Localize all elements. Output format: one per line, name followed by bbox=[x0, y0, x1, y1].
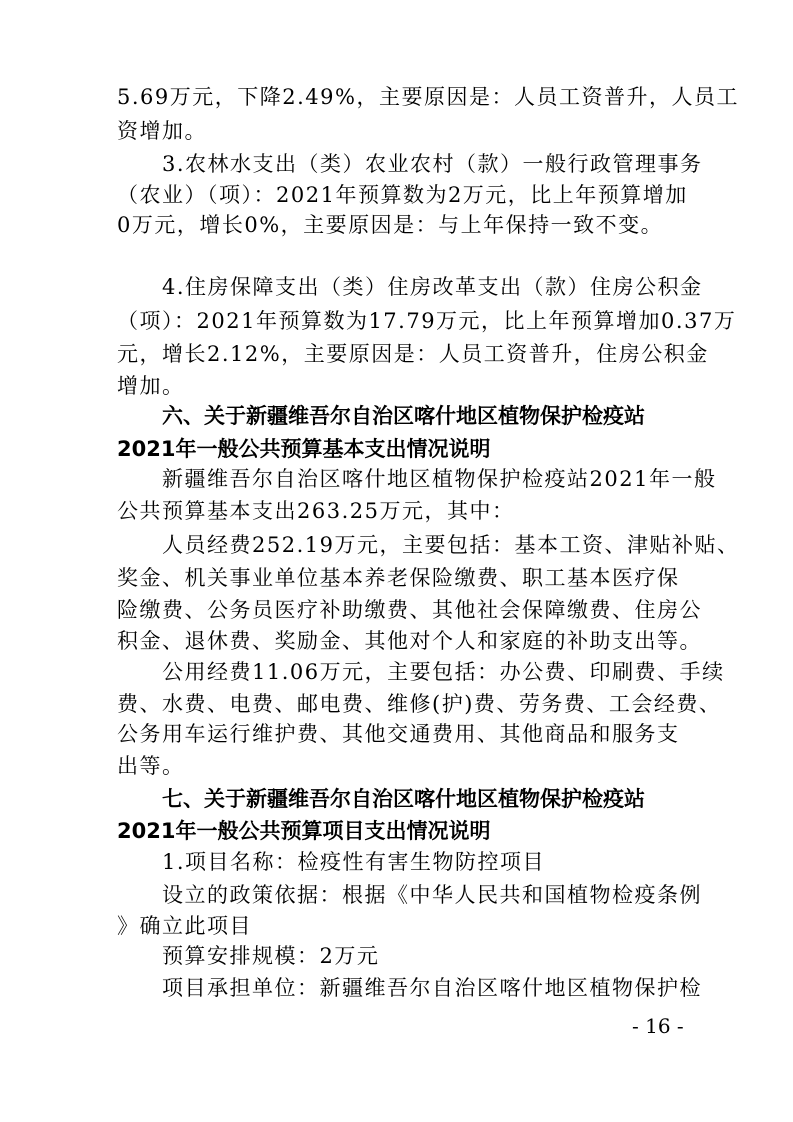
body-line: 险缴费、公务员医疗补助缴费、其他社会保障缴费、住房公 bbox=[117, 598, 702, 622]
body-line: 设立的政策依据：根据《中华人民共和国植物检疫条例 bbox=[162, 883, 702, 907]
body-line: 公务用车运行维护费、其他交通费用、其他商品和服务支 bbox=[117, 722, 680, 746]
body-line: 奖金、机关事业单位基本养老保险缴费、职工基本医疗保 bbox=[117, 566, 680, 590]
body-line: 项目承担单位：新疆维吾尔自治区喀什地区植物保护检 bbox=[162, 976, 702, 1000]
body-line: 》确立此项目 bbox=[117, 914, 252, 938]
body-line: （项）：2021年预算数为17.79万元，比上年预算增加0.37万 bbox=[117, 309, 737, 333]
body-line: 预算安排规模：2万元 bbox=[162, 944, 380, 968]
body-line: 出等。 bbox=[117, 754, 185, 778]
body-line: 3.农林水支出（类）农业农村（款）一般行政管理事务 bbox=[162, 152, 703, 176]
body-line: 资增加。 bbox=[117, 119, 207, 143]
section-heading: 2021年一般公共预算基本支出情况说明 bbox=[117, 437, 491, 461]
page-number: - 16 - bbox=[632, 1014, 684, 1038]
section-heading: 2021年一般公共预算项目支出情况说明 bbox=[117, 819, 491, 843]
section-heading: 六、关于新疆维吾尔自治区喀什地区植物保护检疫站 bbox=[162, 404, 645, 428]
body-line: 人员经费252.19万元，主要包括：基本工资、津贴补贴、 bbox=[162, 533, 740, 557]
body-line: 增加。 bbox=[117, 374, 185, 398]
section-heading: 七、关于新疆维吾尔自治区喀什地区植物保护检疫站 bbox=[162, 787, 645, 811]
body-line: 积金、退休费、奖励金、其他对个人和家庭的补助支出等。 bbox=[117, 629, 702, 653]
body-line: 元，增长2.12%，主要原因是：人员工资普升，住房公积金 bbox=[117, 342, 709, 366]
body-line: 4.住房保障支出（类）住房改革支出（款）住房公积金 bbox=[162, 275, 703, 299]
body-line: 1.项目名称：检疫性有害生物防控项目 bbox=[162, 850, 546, 874]
body-line: 公用经费11.06万元，主要包括：办公费、印刷费、手续 bbox=[162, 660, 725, 684]
body-line: 新疆维吾尔自治区喀什地区植物保护检疫站2021年一般 bbox=[162, 467, 717, 491]
body-line: 0万元，增长0%，主要原因是：与上年保持一致不变。 bbox=[117, 213, 664, 237]
body-line: 费、水费、电费、邮电费、维修(护)费、劳务费、工会经费、 bbox=[117, 692, 722, 716]
body-line: 5.69万元，下降2.49%，主要原因是：人员工资普升，人员工 bbox=[117, 85, 739, 109]
body-line: 公共预算基本支出263.25万元，其中： bbox=[117, 499, 515, 523]
body-line: （农业）（项）：2021年预算数为2万元，比上年预算增加 bbox=[117, 183, 688, 207]
